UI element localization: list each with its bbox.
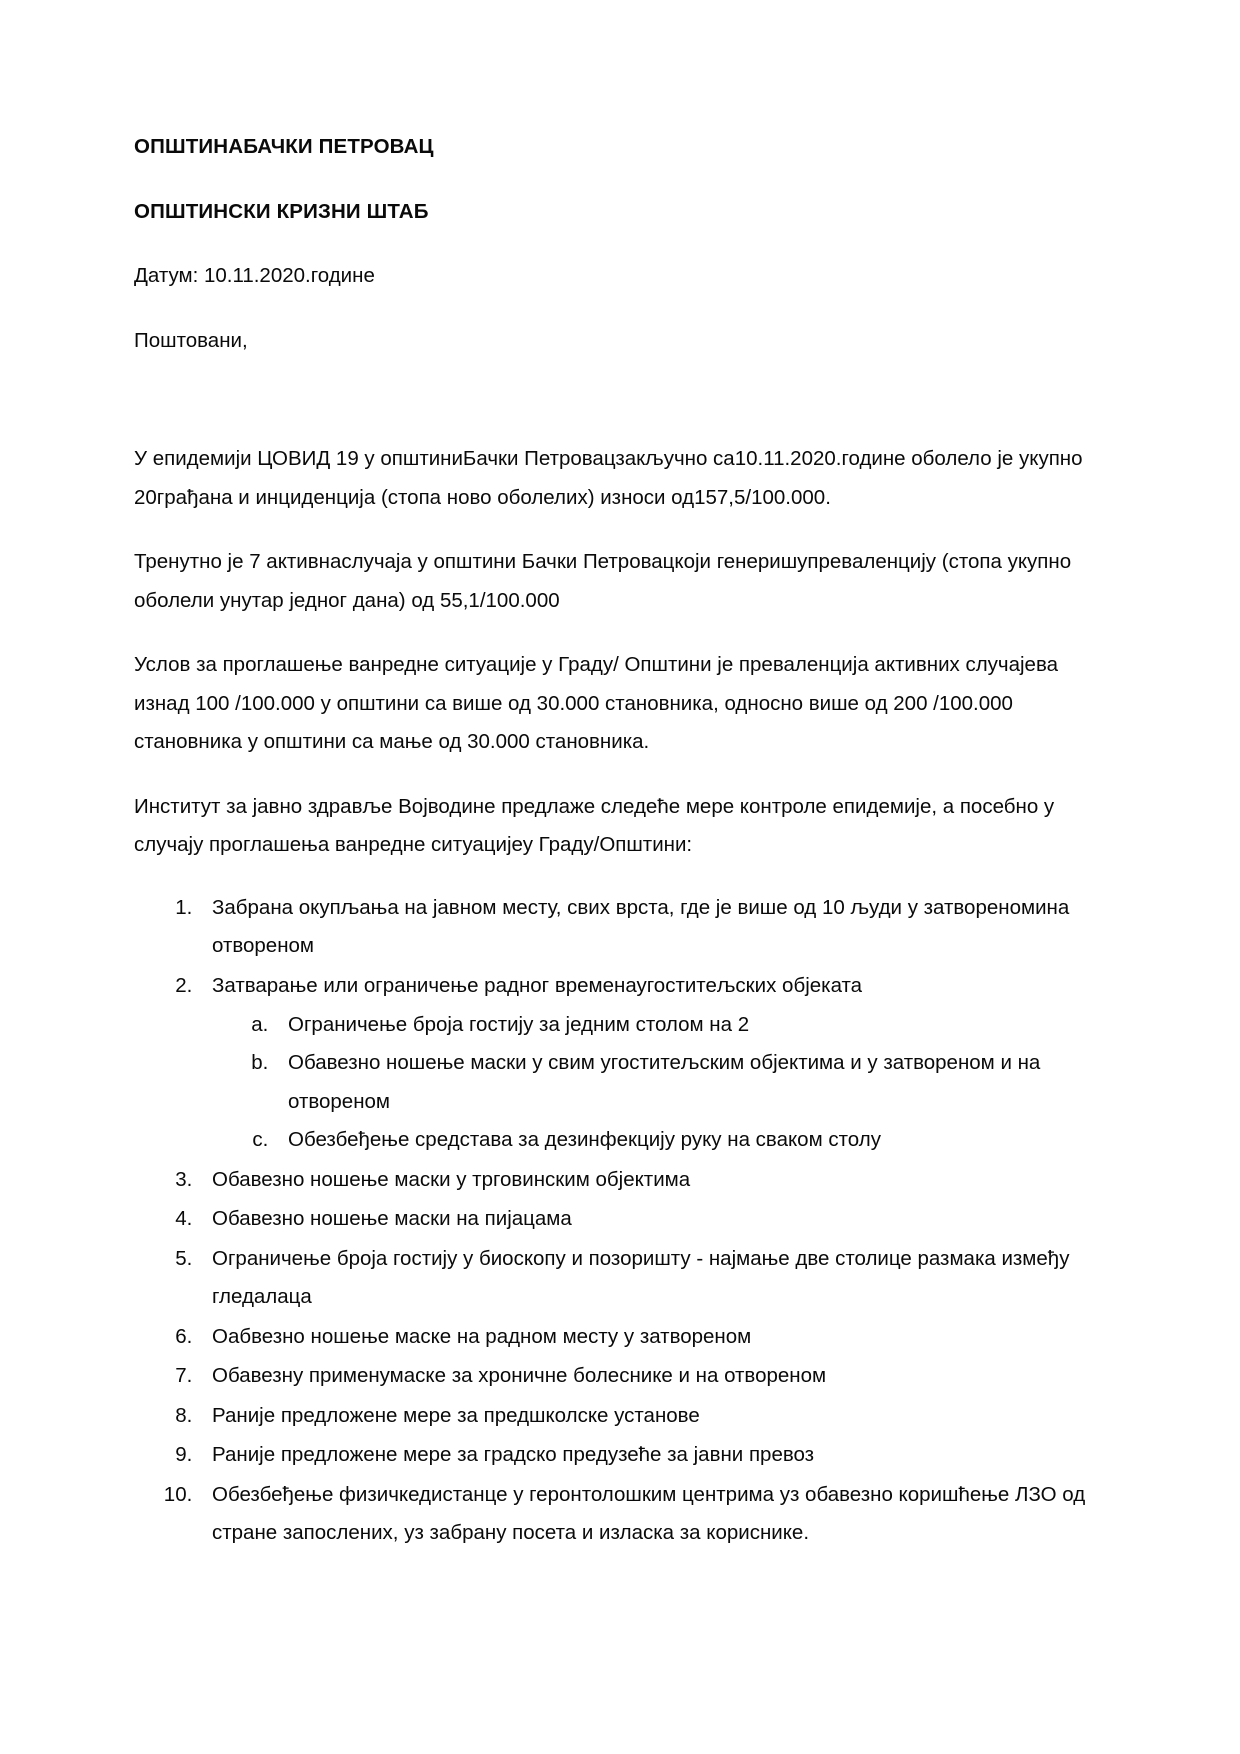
- measure-subtext: Обезбеђење средстава за дезинфекцију руку на сваком столу: [288, 1128, 881, 1152]
- organization-heading-primary: ОПШТИНАБАЧКИ ПЕТРОВАЦ: [134, 135, 434, 158]
- paragraph-institute-proposal: Институт за јавно здравље Војводине предлаже следеће мере контроле епидемије, а посебно у случају проглашења ванредне ситуацијеу Граду/Општини:: [134, 794, 1055, 857]
- document-body: [134, 128, 1092, 1553]
- measure-text: Раније предложене мере за градско предузеће за јавни превоз: [212, 1443, 815, 1467]
- list-item: [198, 1200, 1092, 1239]
- salutation: Поштовани,: [134, 328, 248, 352]
- paragraph-epidemic-summary: У епидемији ЦОВИД 19 у општиниБачки Петровацзакључно са10.11.2020.године оболело је укупно 20грађана и инциденција (стопа ново оболелих) износи од157,5/100.000.: [134, 447, 1083, 509]
- measure-text: Затварање или ограничење радног временаугоститељских објеката: [212, 973, 863, 997]
- list-item: [198, 1357, 1092, 1396]
- measure-text: Ограничење броја гостију у биоскопу и позоришту - најмање две столице размака између гледалаца: [212, 1246, 1070, 1309]
- list-item: [274, 1006, 1092, 1045]
- measure-subtext: Ограничење броја гостију за једним столом на 2: [288, 1012, 750, 1036]
- measure-text: Обавезну применумаске за хроничне болеснике и на отвореном: [212, 1364, 827, 1388]
- measures-list: [134, 889, 1092, 1553]
- measure-text: Обезбеђење физичкедистанце у геронтолошким центрима уз обавезно коришћење ЛЗО од стране запослених, уз забрану посета и изласка за кориснике.: [212, 1482, 1086, 1545]
- paragraph-emergency-conditions: Услов за проглашење ванредне ситуације у Граду/ Општини је преваленција активних случајева изнад 100 /100.000 у општини са више од 30.000 становника, односно више од 200 /100.000 становника у општини са мање од 30.000 становника.: [134, 653, 1059, 754]
- measures-sublist: [212, 1006, 1092, 1160]
- measure-text: Обавезно ношење маски на пијацама: [212, 1207, 572, 1231]
- measure-text: Раније предложене мере за предшколске установе: [212, 1403, 700, 1427]
- measure-text: Обавезно ношење маски у трговинским објектима: [212, 1167, 691, 1191]
- measure-text: Забрана окупљања на јавном месту, свих врста, где је више од 10 људи у затвореномина отвореном: [212, 895, 1070, 958]
- list-item: [198, 1240, 1092, 1317]
- list-item: [198, 1476, 1092, 1553]
- paragraph-spacer: [134, 386, 1092, 440]
- organization-heading-secondary: ОПШТИНСКИ КРИЗНИ ШТАБ: [134, 199, 429, 223]
- list-item: [198, 1161, 1092, 1200]
- list-item: [274, 1121, 1092, 1160]
- list-item: [198, 1397, 1092, 1436]
- list-item: [198, 1436, 1092, 1475]
- list-item: [198, 889, 1092, 966]
- measure-text: Оабвезно ношење маске на радном месту у затвореном: [212, 1324, 752, 1348]
- list-item: [198, 967, 1092, 1160]
- date-line: Датум: 10.11.2020.године: [134, 264, 375, 288]
- list-item: [274, 1044, 1092, 1121]
- paragraph-active-cases: Тренутно је 7 активнаслучаја у општини Бачки Петровацкоји генеришупреваленцију (стопа укупно оболели унутар једног дана) од 55,1/100.000: [134, 550, 1072, 612]
- list-item: [198, 1318, 1092, 1357]
- measure-subtext: Обавезно ношење маски у свим угоститељским објектима и у затвореном и на отвореном: [288, 1051, 1041, 1113]
